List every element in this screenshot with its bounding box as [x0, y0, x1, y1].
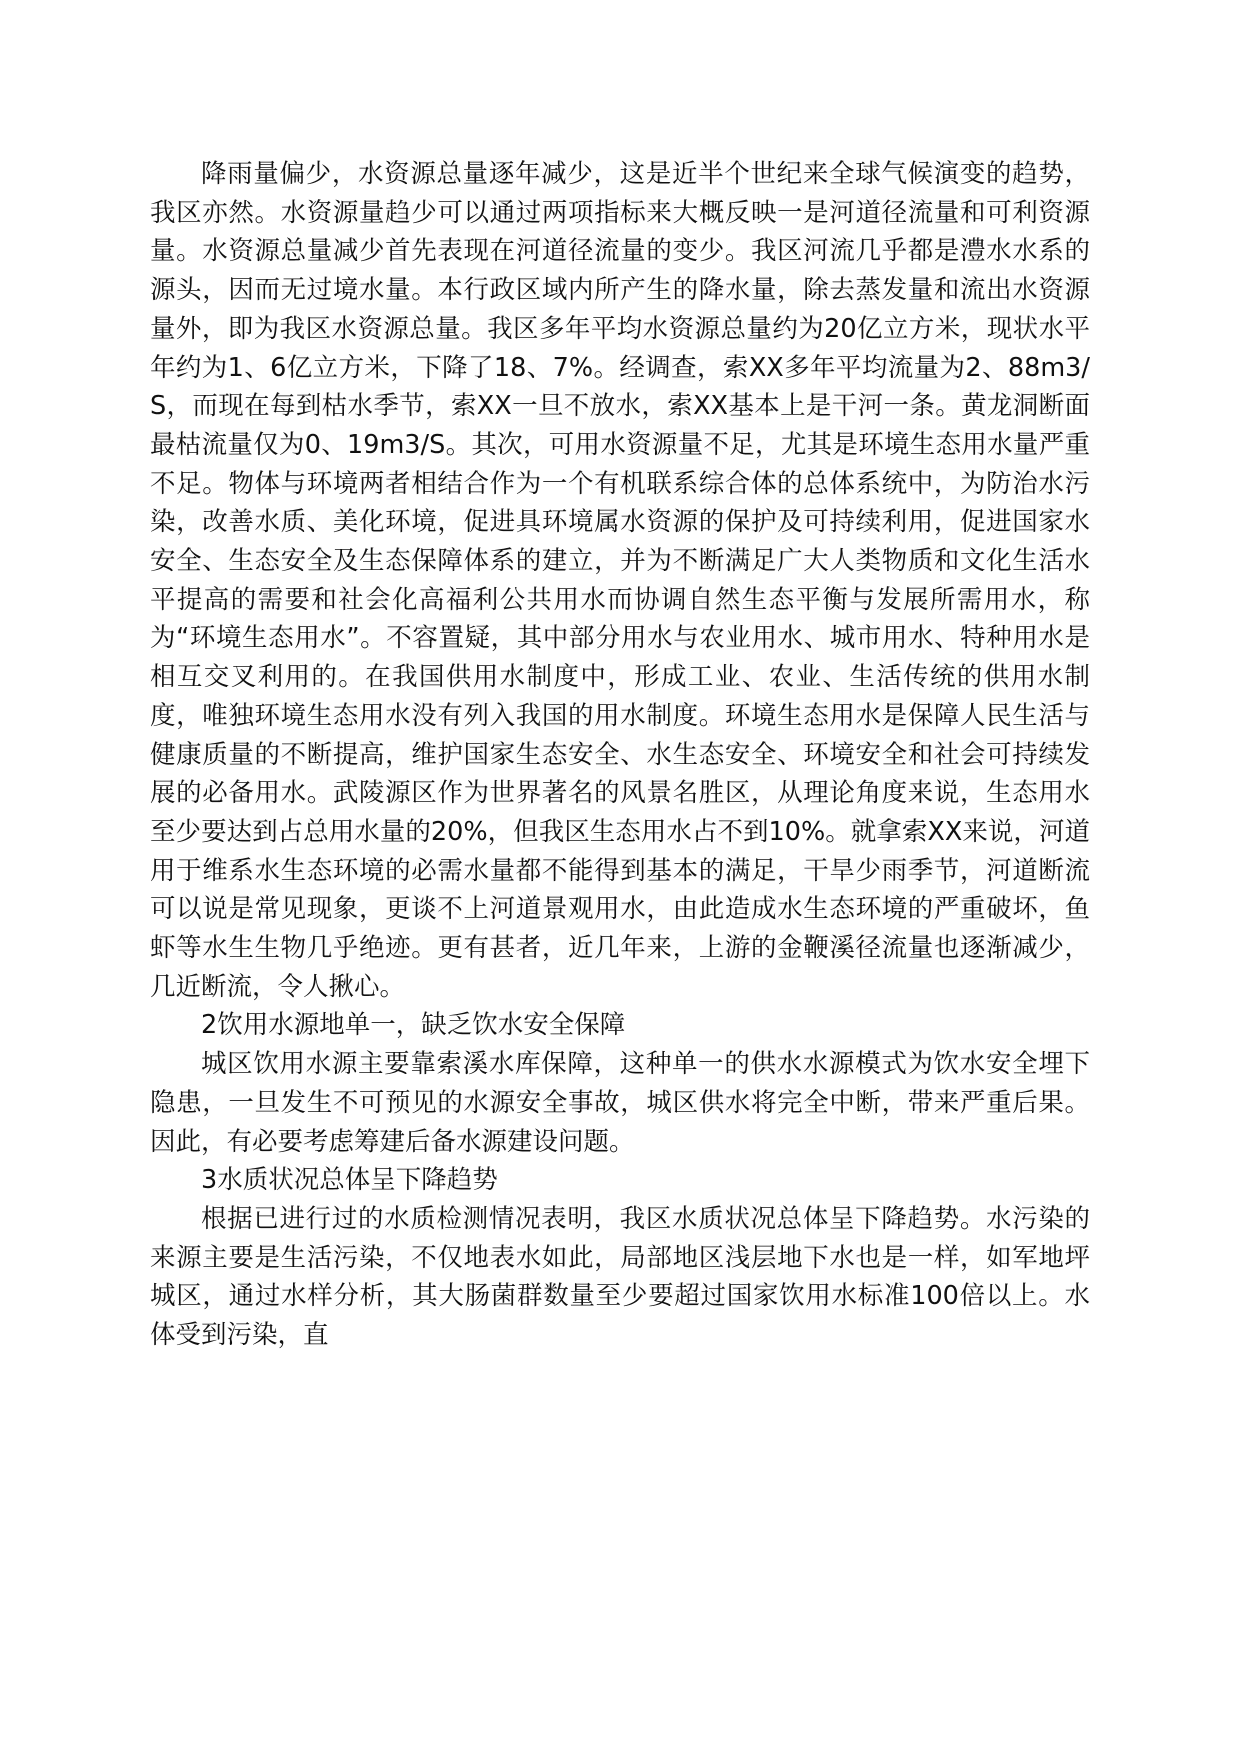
paragraph-water-resources: 降雨量偏少，水资源总量逐年减少，这是近半个世纪来全球气候演变的趋势，我区亦然。水资源量趋少可以通过两项指标来大概反映一是河道径流量和可利资源量。水资源总量减少首先表现在河道径流量的变少。我区河流几乎都是澧水水系的源头，因而无过境水量。本行政区域内所产生的降水量，除去蒸发量和流出水资源量外，即为我区水资源总量。我区多年平均水资源总量约为20亿立方米，现状水平年约为1、6亿立方米，下降了18、7%。经调查，索XX多年平均流量为2、88m3/S，而现在每到枯水季节，索XX一旦不放水，索XX基本上是干河一条。黄龙洞断面最枯流量仅为0、19m3/S。其次，可用水资源量不足，尤其是环境生态用水量严重不足。物体与环境两者相结合作为一个有机联系综合体的总体系统中，为防治水污染，改善水质、美化环境，促进具环境属水资源的保护及可持续利用，促进国家水安全、生态安全及生态保障体系的建立，并为不断满足广大人类物质和文化生活水平提高的需要和社会化高福利公共用水而协调自然生态平衡与发展所需用水，称为“环境生态用水”。不容置疑，其中部分用水与农业用水、城市用水、特种用水是相互交叉利用的。在我国供用水制度中，形成工业、农业、生活传统的供用水制度，唯独环境生态用水没有列入我国的用水制度。环境生态用水是保障人民生活与健康质量的不断提高，维护国家生态安全、水生态安全、环境安全和社会可持续发展的必备用水。武陵源区作为世界著名的风景名胜区，从理论角度来说，生态用水至少要达到占总用水量的20%，但我区生态用水占不到10%。就拿索XX来说，河道用于维系水生态环境的必需水量都不能得到基本的满足，干旱少雨季节，河道断流可以说是常见现象，更谈不上河道景观用水，由此造成水生态环境的严重破坏，鱼虾等水生生物几乎绝迹。更有甚者，近几年来，上游的金鞭溪径流量也逐渐减少，几近断流，令人揪心。	[150, 159, 1090, 1002]
paragraph-drinking-water: 城区饮用水源主要靠索溪水库保障，这种单一的供水水源模式为饮水安全埋下隐患，一旦发生不可预见的水源安全事故，城区供水将完全中断，带来严重后果。因此，有必要考虑筹建后备水源建设问题。	[150, 1049, 1090, 1157]
section-heading-3: 3水质状况总体呈下降趋势	[201, 1165, 498, 1196]
document-body	[150, 155, 1090, 1355]
section-heading-2: 2饮用水源地单一，缺乏饮水安全保障	[201, 1010, 626, 1041]
paragraph-water-quality: 根据已进行过的水质检测情况表明，我区水质状况总体呈下降趋势。水污染的来源主要是生活污染，不仅地表水如此，局部地区浅层地下水也是一样，如军地坪城区，通过水样分析，其大肠菌群数量至少要超过国家饮用水标准100倍以上。水体受到污染，直	[150, 1203, 1090, 1351]
